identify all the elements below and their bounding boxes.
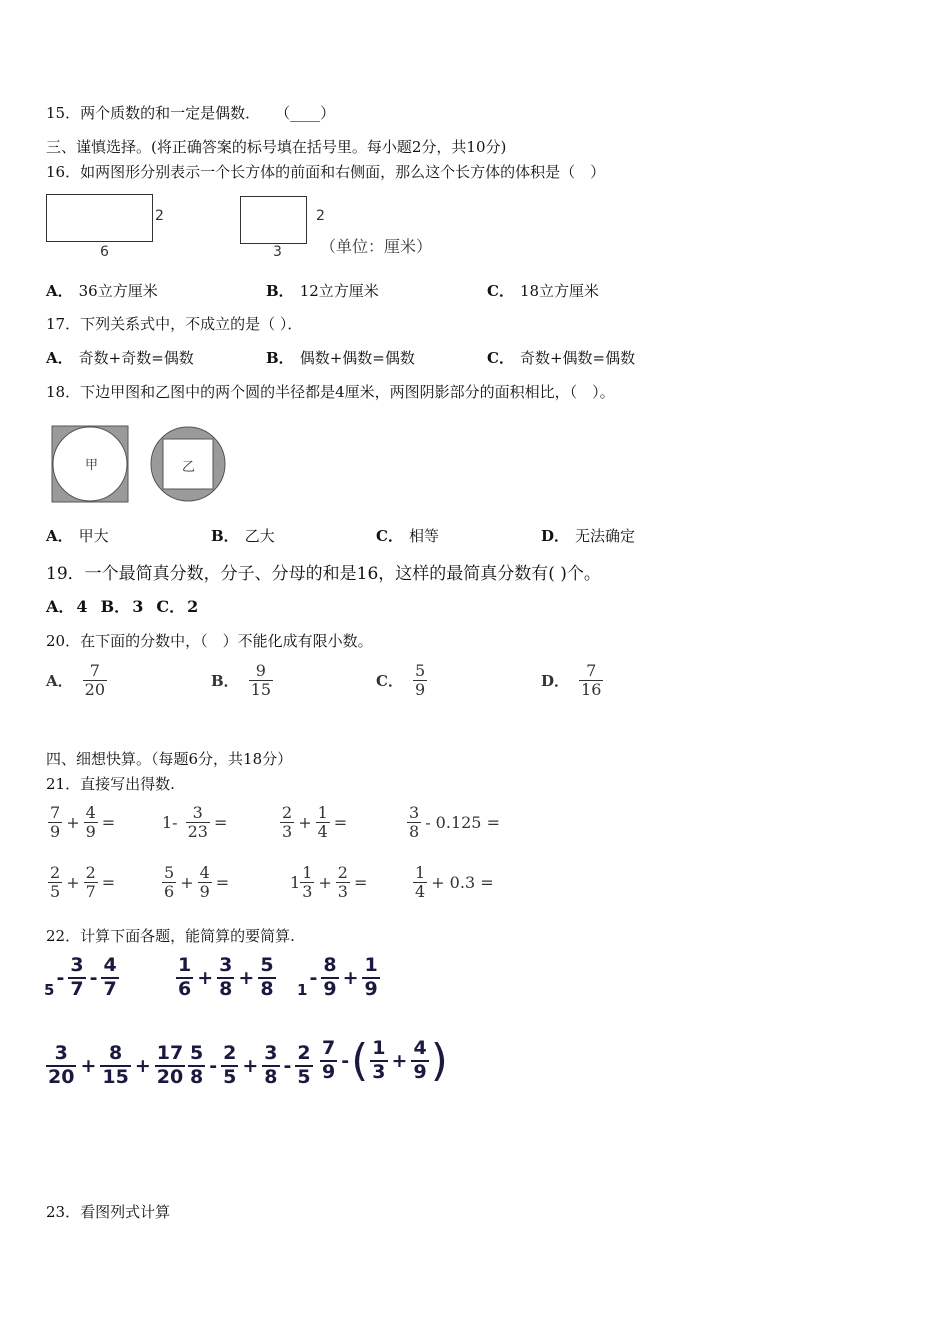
section-3-title: 三、谨慎选择。(将正确答案的标号填在括号里。每小题2分，共10分) [46,138,507,156]
q21-expr-3: $\frac{2}{3}$ + $\frac{1}{4}$ = [282,803,348,842]
question-17: 17．下列关系式中，不成立的是（ ）． [46,315,303,333]
question-23: 23．看图列式计算 [46,1203,171,1221]
question-15: 15．两个质数的和一定是偶数． （____） [46,104,336,122]
unit-label: （单位：厘米） [320,237,433,256]
q16-option-c[interactable]: C． 18立方厘米 [487,282,600,300]
side-face-rectangle [240,196,307,244]
q21-expr-6: $\frac{5}{6}$ + $\frac{4}{9}$ = [164,863,230,902]
q22-expr-1: 5 - $\frac{3}{7}$ - $\frac{4}{7}$ [44,954,117,1000]
q21-expr-8: $\frac{1}{4}$ + 0.3 = [415,863,494,902]
q19-options [46,594,198,617]
q17-option-c[interactable]: C． 奇数+偶数=偶数 [487,349,636,367]
q20-option-d[interactable]: D． $\frac{7}{16}$ [541,661,602,700]
q21-expr-1: $\frac{7}{9}$ + $\frac{4}{9}$ = [50,803,116,842]
front-height-label: 2 [155,208,164,224]
q21-expr-4: $\frac{3}{8}$ - 0.125 = [409,803,500,842]
question-16: 16．如两图形分别表示一个长方体的前面和右侧面，那么这个长方体的体积是（ ） [46,163,606,181]
q21-expr-2: 1- $\frac{3}{23}$ = [162,803,228,842]
front-face-rectangle [46,194,153,242]
q18-option-a[interactable]: A． 甲大 [46,527,109,545]
question-22: 22．计算下面各题，能简算的要简算. [46,927,295,945]
q22-expr-4: $\frac{3}{20}$ + $\frac{8}{15}$ + $\frac{17}{20}$ [48,1042,184,1088]
q18-option-d[interactable]: D． 无法确定 [541,527,636,545]
section-4-title: 四、细想快算。（每题6分，共18分） [46,750,293,768]
label-jia: 甲 [85,458,99,473]
q22-expr-6: $\frac{7}{9}$ - ( $\frac{1}{3}$ + $\frac{4}{9}$ ) [322,1034,448,1086]
q19-option-b[interactable]: B． 3 [100,597,144,616]
side-height-label: 2 [316,208,325,224]
q21-expr-5: $\frac{2}{5}$ + $\frac{2}{7}$ = [50,863,116,902]
front-width-label: 6 [100,244,109,260]
q22-expr-3: 1 - $\frac{8}{9}$ + $\frac{1}{9}$ [297,954,378,1000]
question-21: 21．直接写出得数. [46,775,175,793]
q18-option-b[interactable]: B． 乙大 [211,527,275,545]
q21-expr-7: 1 $\frac{1}{3}$ + $\frac{2}{3}$ = [290,863,368,902]
q20-option-c[interactable]: C． $\frac{5}{9}$ [376,661,426,700]
q19-option-a[interactable]: A． 4 [46,597,88,616]
side-width-label: 3 [273,244,282,260]
q19-option-c[interactable]: C． 2 [156,597,199,616]
question-18: 18．下边甲图和乙图中的两个圆的半径都是4厘米，两图阴影部分的面积相比，（ ）。 [46,383,615,401]
q20-option-a[interactable]: A． $\frac{7}{20}$ [46,661,105,700]
circle-figures [50,424,232,506]
question-19: 19．一个最简真分数，分子、分母的和是16，这样的最简真分数有( )个。 [46,564,601,584]
question-20: 20．在下面的分数中，（ ）不能化成有限小数。 [46,632,373,650]
q16-option-b[interactable]: B． 12立方厘米 [266,282,379,300]
q16-option-a[interactable]: A． 36立方厘米 [46,282,158,300]
q20-option-b[interactable]: B． $\frac{9}{15}$ [211,661,272,700]
q18-option-c[interactable]: C． 相等 [376,527,439,545]
q17-option-a[interactable]: A． 奇数+奇数=偶数 [46,349,194,367]
q22-expr-2: $\frac{1}{6}$ + $\frac{3}{8}$ + $\frac{5}{8}$ [178,954,274,1000]
q17-option-b[interactable]: B． 偶数+偶数=偶数 [266,349,415,367]
q22-expr-5: $\frac{5}{8}$ - $\frac{2}{5}$ + $\frac{3}{8}$ - $\frac{2}{5}$ [190,1042,311,1088]
label-yi: 乙 [182,460,196,475]
